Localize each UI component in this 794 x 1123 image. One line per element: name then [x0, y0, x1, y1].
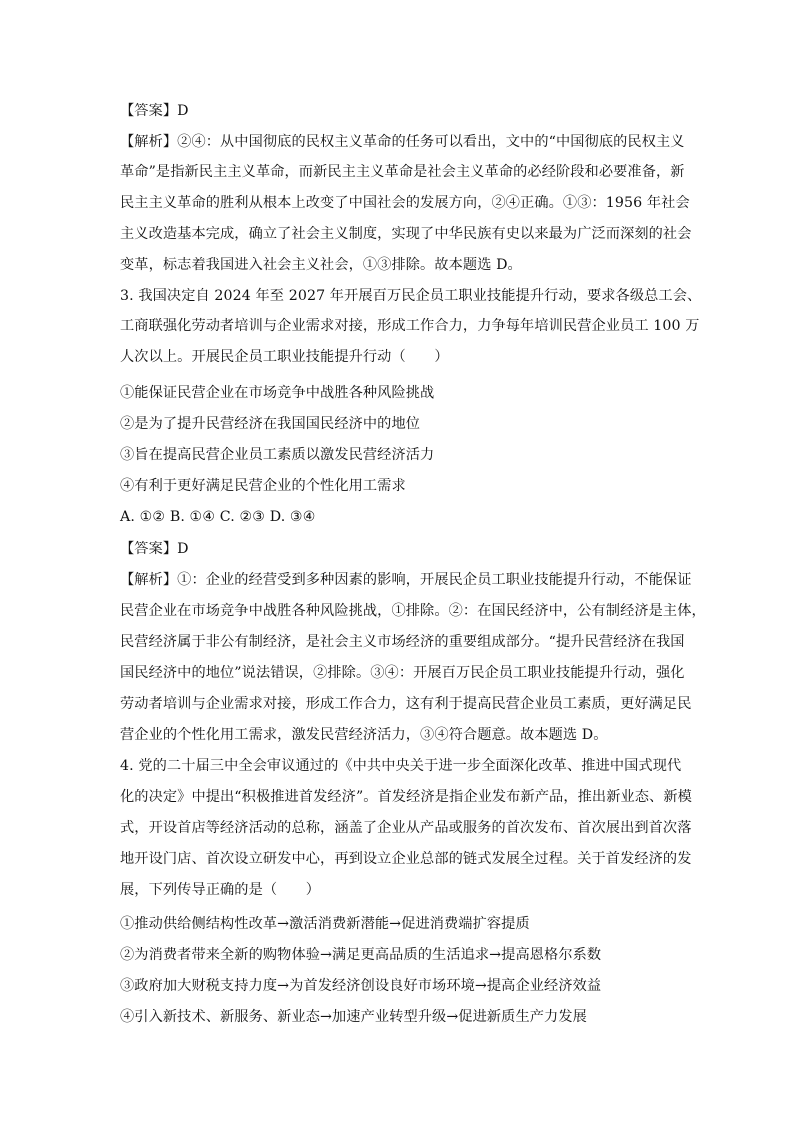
- q3-analysis-line-2: 民营企业在市场竞争中战胜各种风险挑战，①排除。②：在国民经济中，公有制经济是主体，: [120, 603, 706, 619]
- q2-answer: 【答案】D: [120, 103, 189, 119]
- q3-option-2: ②是为了提升民营经济在我国国民经济中的地位: [120, 416, 421, 432]
- q3-stem-line-2: 工商联强化劳动者培训与企业需求对接，形成工作合力，力争每年培训民营企业员工 100 万: [120, 318, 700, 334]
- q3-stem-line-3: 人次以上。开展民企员工职业技能提升行动（ ）: [120, 349, 449, 365]
- q3-analysis-line-4: 国民经济中的地位”说法错误，②排除。③④：开展百万民企员工职业技能提升行动，强化: [120, 665, 685, 681]
- q2-analysis-line-4: 主义改造基本完成，确立了社会主义制度，实现了中华民族有史以来最为广泛而深刻的社会: [120, 226, 692, 242]
- q2-analysis-line-5: 变革，标志着我国进入社会主义社会，①③排除。故本题选 D。: [120, 257, 522, 273]
- q3-choices: A. ①② B. ①④ C. ②③ D. ③④: [120, 509, 316, 525]
- q3-option-1: ①能保证民营企业在市场竞争中战胜各种风险挑战: [120, 385, 435, 401]
- q3-answer: 【答案】D: [120, 541, 189, 557]
- q3-analysis-line-5: 劳动者培训与企业需求对接，形成工作合力，这有利于提高民营企业员工素质，更好满足民: [120, 696, 692, 712]
- q3-analysis-line-6: 营企业的个性化用工需求，激发民营经济活力，③④符合题意。故本题选 D。: [120, 727, 608, 743]
- q4-option-2: ②为消费者带来全新的购物体验→满足更高品质的生活追求→提高恩格尔系数: [120, 947, 602, 963]
- q4-option-3: ③政府加大财税支持力度→为首发经济创设良好市场环境→提高企业经济效益: [120, 978, 602, 994]
- q4-stem-line-2: 化的决定》中提出“积极推进首发经济”。首发经济是指企业发布新产品，推出新业态、新模: [120, 789, 692, 805]
- q2-analysis-line-3: 民主主义革命的胜利从根本上改变了中国社会的发展方向，②④正确。①③：1956 年社会: [120, 195, 690, 211]
- q3-option-4: ④有利于更好满足民营企业的个性化用工需求: [120, 478, 406, 494]
- q4-stem-line-1: 4. 党的二十届三中全会审议通过的《中共中央关于进一步全面深化改革、推进中国式现代: [120, 758, 682, 774]
- q3-stem-line-1: 3. 我国决定自 2024 年至 2027 年开展百万民企员工职业技能提升行动，要求各级总工会、: [120, 288, 702, 304]
- q4-stem-line-3: 式，开设首店等经济活动的总称，涵盖了企业从产品或服务的首次发布、首次展出到首次落: [120, 820, 692, 836]
- q4-option-4: ④引入新技术、新服务、新业态→加速产业转型升级→促进新质生产力发展: [120, 1009, 587, 1025]
- q4-stem-line-4: 地开设门店、首次设立研发中心，再到设立企业总部的链式发展全过程。关于首发经济的发: [120, 851, 692, 867]
- q3-analysis-line-1: 【解析】①：企业的经营受到多种因素的影响，开展民企员工职业技能提升行动，不能保证: [120, 572, 692, 588]
- q4-option-1: ①推动供给侧结构性改革→激活消费新潜能→促进消费端扩容提质: [120, 916, 530, 932]
- q4-stem-line-5: 展，下列传导正确的是（ ）: [120, 882, 321, 898]
- q3-analysis-line-3: 民营经济属于非公有制经济，是社会主义市场经济的重要组成部分。“提升民营经济在我国: [120, 634, 685, 650]
- q2-analysis-line-2: 革命”是指新民主主义革命，而新民主主义革命是社会主义革命的必经阶段和必要准备，新: [120, 164, 685, 180]
- q3-option-3: ③旨在提高民营企业员工素质以激发民营经济活力: [120, 447, 435, 463]
- q2-analysis-line-1: 【解析】②④：从中国彻底的民权主义革命的任务可以看出，文中的“中国彻底的民权主义: [120, 134, 685, 150]
